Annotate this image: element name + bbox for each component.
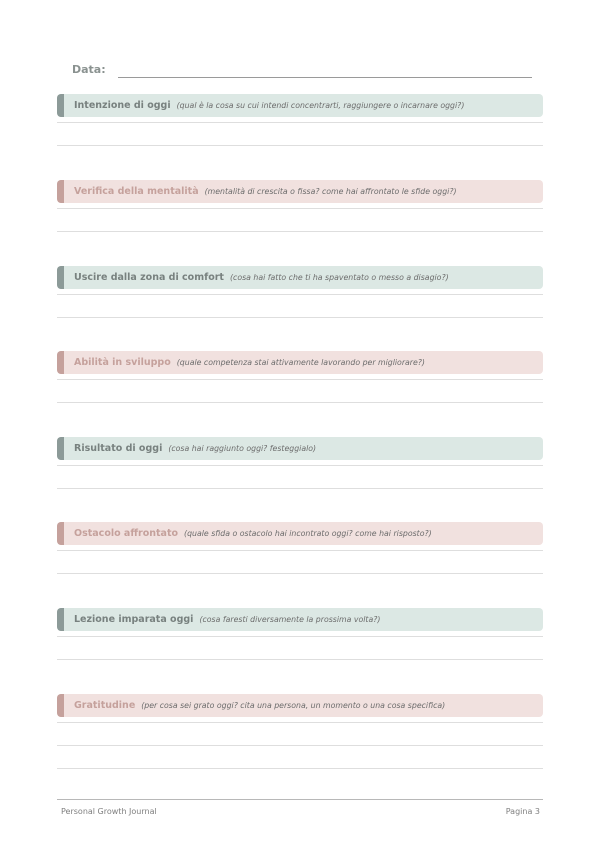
section-title: Risultato di oggi xyxy=(74,443,163,454)
section-hint: (per cosa sei grato oggi? cita una persona, un momento o una cosa specifica) xyxy=(141,701,446,710)
section-mindset xyxy=(57,180,543,232)
section-header xyxy=(57,180,543,203)
section-title: Lezione imparata oggi xyxy=(74,614,194,625)
writing-line[interactable] xyxy=(57,722,543,723)
section-result xyxy=(57,437,543,489)
section-hint: (cosa hai fatto che ti ha spaventato o messo a disagio?) xyxy=(229,273,449,282)
page-number: Pagina 3 xyxy=(505,807,540,816)
section-title: Intenzione di oggi xyxy=(74,100,171,111)
section-hint: (quale competenza stai attivamente lavorando per migliorare?) xyxy=(176,358,425,367)
writing-line[interactable] xyxy=(57,317,543,318)
writing-line[interactable] xyxy=(57,488,543,489)
writing-line[interactable] xyxy=(57,145,543,146)
section-gratitude xyxy=(57,694,543,769)
section-lesson xyxy=(57,608,543,660)
writing-line[interactable] xyxy=(57,550,543,551)
section-header xyxy=(57,351,543,374)
section-header xyxy=(57,694,543,717)
footer-divider xyxy=(57,799,543,800)
section-header xyxy=(57,437,543,460)
section-header xyxy=(57,522,543,545)
writing-line[interactable] xyxy=(57,402,543,403)
section-header xyxy=(57,266,543,289)
section-title: Abilità in sviluppo xyxy=(74,357,171,368)
section-title: Ostacolo affrontato xyxy=(74,528,179,539)
writing-line[interactable] xyxy=(57,768,543,769)
section-hint: (quale sfida o ostacolo hai incontrato oggi? come hai risposto?) xyxy=(184,529,432,538)
section-hint: (cosa faresti diversamente la prossima volta?) xyxy=(199,615,381,624)
section-skill xyxy=(57,351,543,403)
section-obstacle xyxy=(57,522,543,574)
writing-line[interactable] xyxy=(57,122,543,123)
writing-line[interactable] xyxy=(57,294,543,295)
date-line[interactable] xyxy=(118,77,532,78)
writing-line[interactable] xyxy=(57,208,543,209)
section-header xyxy=(57,608,543,631)
writing-line[interactable] xyxy=(57,636,543,637)
date-label: Data: xyxy=(72,63,106,76)
section-hint: (mentalità di crescita o fissa? come hai affrontato le sfide oggi?) xyxy=(204,187,457,196)
section-title: Uscire dalla zona di comfort xyxy=(74,272,224,283)
section-comfort-zone xyxy=(57,266,543,318)
section-header xyxy=(57,94,543,117)
section-title: Gratitudine xyxy=(74,700,136,711)
footer-title: Personal Growth Journal xyxy=(61,807,157,816)
writing-line[interactable] xyxy=(57,465,543,466)
writing-line[interactable] xyxy=(57,573,543,574)
section-hint: (cosa hai raggiunto oggi? festeggialo) xyxy=(168,444,317,453)
writing-line[interactable] xyxy=(57,745,543,746)
writing-line[interactable] xyxy=(57,231,543,232)
section-intention xyxy=(57,94,543,146)
writing-line[interactable] xyxy=(57,659,543,660)
section-title: Verifica della mentalità xyxy=(74,186,199,197)
writing-line[interactable] xyxy=(57,379,543,380)
section-hint: (qual è la cosa su cui intendi concentrarti, raggiungere o incarnare oggi?) xyxy=(176,101,465,110)
